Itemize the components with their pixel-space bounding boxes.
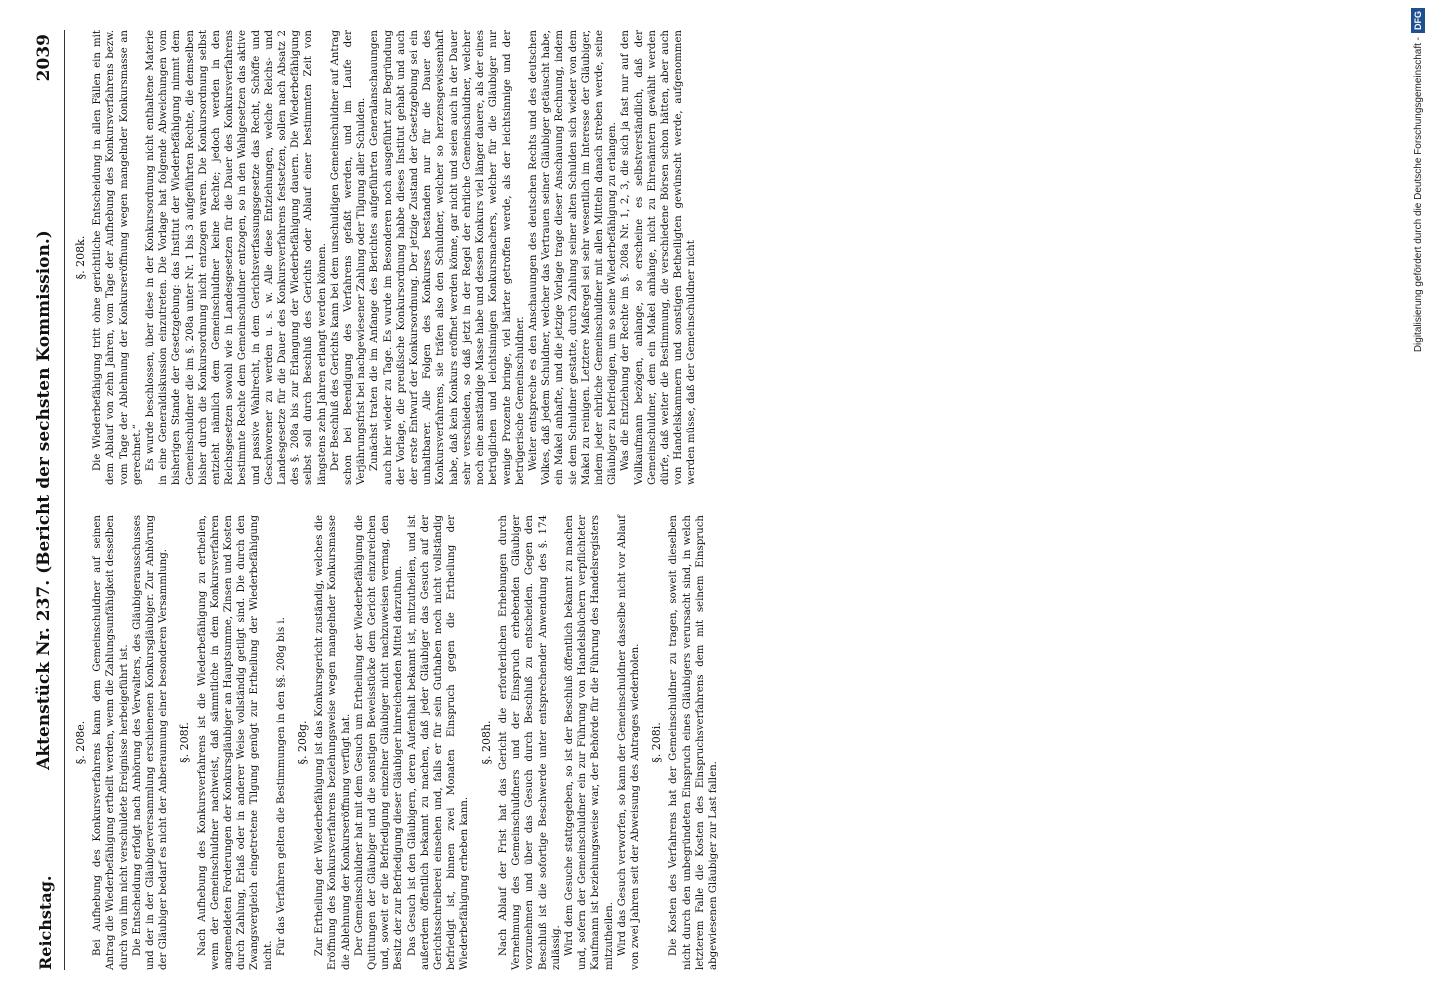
section-heading-208k: §. 208k. (74, 235, 87, 280)
paragraph: Zunächst traten die im Anfange des Berichtes aufgeführten Generalanschauungen auch hier wieder zu Tage. Es wurde im Besonderen noch ausgeführt zur Begründung der Vorlage, die preußische Konkursordnung habbe dieses Institut gehabt und auch der erste Entwurf der Konkursordnung. Der jetzige Zustand der Gesetzgebung sei ein unhaltbarer. Alle Folgen des Konkurses bestanden nur für die Dauer des Konkursverfahrens, sie träfen also den Schuldner, welcher so herzensgewissenhaft habe, daß kein Konkurs eröffnet werden könne, gar nicht und seien auch in der Dauer sehr verschieden, so daß jetzt in der Regel der ehrliche Gemeinschuldner, welcher noch eine anständige Masse habe und dessen Konkurs viel länger dauere, als der eines betrüglichen und leichtsinnigen Konkursmachers, welcher für die Gläubiger nur wenige Prozente bringe, viel härter getroffen werde, als der leichtsinnige und der betrügerische Gemeinschuldner. (369, 30, 526, 485)
paragraph: Wird dem Gesuche stattgegeben, so ist der Beschluß öffentlich bekannt zu machen und, sofern der Gemeinschuldner ein zur Führung von Handelsbüchern verpflichteter Kaufmann ist beziehungsweise war, der Behörde für die Führung des Handelsregisters mitzutheilen. (563, 515, 615, 970)
section-heading-208g: §. 208g. (296, 720, 310, 765)
paragraph: Die Wiederbefähigung tritt ohne gerichtliche Entscheidung in allen Fällen ein mit dem Ablauf von zehn Jahren, vom Tage der Aufhebung des Konkursverfahrens bezw. vom Tage der Ablehnung der Konkurseröffnung wegen mangelnder Konkursmasse an gerechnet.“ (92, 30, 143, 485)
header-title: Aktenstück Nr. 237. (Bericht der sechsten Kommission.) (34, 230, 54, 770)
column-left (74, 515, 1360, 970)
paragraph: Bei Aufhebung des Konkursverfahrens kann dem Gemeinschuldner auf seinen Antrag die Wiederbefähigung ertheilt werden, wenn die Zahlungsunfähigkeit desselben durch von ihm nicht verschuldete Ereignisse herbeigeführt ist. (92, 515, 130, 970)
section-heading-208f: §. 208f. (178, 722, 192, 763)
paragraph: Wird das Gesuch verworfen, so kann der Gemeinschuldner dasselbe nicht vor Ablauf von zwei Jahren seit der Abweisung des Antrages wiederholen. (616, 515, 641, 970)
digitization-credit (1406, 8, 1432, 992)
paragraph: Die Kosten des Verfahrens hat der Gemeinschuldner zu tragen, soweit dieselben nicht durch den unbegründeten Einspruch eines Gläubigers verursacht sind, in welch letzterem Falle die Kosten des Einspruchsverfahrens dem mit seinem Einspruch abgewiesenen Gläubiger zur Last fallen. (668, 515, 719, 970)
column-right (74, 30, 1360, 485)
paragraph: Das Gesuch ist den Gläubigern, deren Aufenthalt bekannt ist, mitzutheilen, und ist außerdem öffentlich bekannt zu machen, daß jeder Gläubiger das Gesuch auf der Gerichtsschreiberei einsehen und, falls er für sein Guthaben noch nicht vollständig befriedigt ist, binnen zwei Monaten Einspruch gegen die Ertheilung der Wiederbefähigung erheben kann. (406, 515, 471, 970)
paragraph: Weiter entspreche es den Anschauungen des deutschen Rechts und des deutschen Volkes, daß jedem Schuldner, welcher das Vertrauen seiner Gläubiger getäuscht habe, ein Makel anhafte, und die jetzige Vorlage trage dieser Anschauung Rechnung, indem sie dem Schuldner gestatte, durch Zahlung seiner alten Schulden sich wieder von dem Makel zu reinigen. Letztere Maßregel sei sehr wesentlich im Interesse der Gläubiger, indem jeder ehrliche Gemeinschuldner mit allen Mitteln danach streben werde, seine Gläubiger zu befriedigen, um so seine Wiederbefähigung zu erlangen. (527, 30, 619, 485)
page-number: 2039 (34, 34, 54, 82)
dfg-logo: DFG (1411, 8, 1425, 33)
text-columns (74, 30, 1360, 970)
paragraph: Der Beschluß des Gerichts kann bei dem unschuldigen Gemeinschuldner auf Antrag schon bei Beendigung des Verfahrens gefaßt werden, und im Laufe der Verjährungsfrist bei nachgewiesener Zahlung oder Tilgung aller Schulden. (329, 30, 368, 485)
section-heading-208h: §. 208h. (479, 720, 493, 765)
page-header (30, 30, 65, 970)
credit-text: Digitalisierung gefördert durch die Deutsche Forschungsgemeinschaft - (1413, 37, 1424, 353)
paragraph: Für das Verfahren gelten die Bestimmungen in den §§. 208g bis i. (275, 617, 287, 956)
header-left: Reichstag. (36, 875, 55, 970)
section-heading-208e: §. 208e. (74, 720, 87, 765)
paragraph: Zur Ertheilung der Wiederbefähigung ist das Konkursgericht zuständig, welches die Eröffnung des Konkursverfahrens beziehungsweise wegen mangelnder Konkursmasse die Ablehnung der Konkurseröffnung verfügt hat. (314, 515, 352, 970)
paragraph: Es wurde beschlossen, über diese in der Konkursordnung nicht enthaltene Materie in eine Generaldiskussion einzutreten. Die Vorlage hat folgende Abweichungen vom bisherigen Stande der Gesetzgebung: das Institut der Wiederbefähigung nimmt dem Gemeinschuldner die im §. 208a unter Nr. 1 bis 3 aufgeführten Rechte, die demselben bisher durch die Konkursordnung nicht entzogen waren. Die Konkursordnung selbst entzieht nämlich dem Gemeinschuldner keine Rechte; jedoch werden in den Reichsgesetzen sowohl wie in Landesgesetzen für die Dauer des Konkursverfahrens bestimmte Rechte dem Gemeinschuldner entzogen, so in den Wahlgesetzen das aktive und passive Wahlrecht, in dem Gerichtsverfassungsgesetze das Recht, Schöffe und Geschworener zu werden u. s. w. Alle diese Entziehungen, welche Reichs- und Landesgesetze für die Dauer des Konkursverfahrens festsetzen, sollen nach Absatz 2 des §. 208a bis zur Erlangung der Wiederbefähigung dauern. Die Wiederbefähigung selbst soll durch Beschluß des Gerichts oder Ablauf einer bestimmten Zeit von längstens zehn Jahren erlangt werden können. (145, 30, 328, 485)
paragraph: Was die Entziehung der Rechte im §. 208a Nr. 1, 2, 3, die sich ja fast nur auf den Vollkaufmann bezögen, anlange, so erscheine es selbstverständlich, daß der Gemeinschuldner, dem ein Makel anhänge, nicht zu Ehrenämtern gewählt werden dürfe, daß weiter die Bestimmung, die verschiedene Börsen schon hätten, aber auch von Handelskammern und sonstigen Betheiligten gewünscht werde, aufgenommen werden müsse, daß der Gemeinschuldner nicht (620, 30, 698, 485)
paragraph: Die Entscheidung erfolgt nach Anhörung des Verwalters, des Gläubigerausschusses und der in der Gläubigerversammlung erschienenen Konkursgläubiger. Zur Anhörung der Gläubiger bedarf es nicht der Anberaumung einer besonderen Versammlung. (131, 515, 170, 970)
paragraph: Nach Ablauf der Frist hat das Gericht die erforderlichen Erhebungen durch Vernehmung des Gemeinschuldners und der Einspruch erhebenden Gläubiger vorzunehmen und über das Gesuch durch Beschluß zu entscheiden. Gegen den Beschluß ist die sofortige Beschwerde unter entsprechender Anwendung des §. 174 zulässig. (497, 515, 562, 970)
paragraph: Der Gemeinschuldner hat mit dem Gesuch um Ertheilung der Wiederbefähigung die Quittungen der Gläubiger und die sonstigen Beweisstücke dem Gericht einzureichen und, soweit er die Befriedigung einzelner Gläubiger nicht nachzuweisen vermag, den Besitz der zur Befriedigung dieser Gläubiger hinreichenden Mittel darzuthun. (353, 515, 405, 970)
paragraph: Nach Aufhebung des Konkursverfahrens ist die Wiederbefähigung zu ertheilen, wenn der Gemeinschuldner nachweist, daß sämmtliche in dem Konkursverfahren angemeldeten Forderungen der Konkursgläubiger an Hauptsumme, Zinsen und Kosten durch Zahlung, Erlaß oder in anderer Weise vollständig getilgt sind. Die durch den Zwangsvergleich eingetretene Tilgung genügt zur Ertheilung der Wiederbefähigung nicht. (196, 515, 274, 970)
page-content (30, 30, 1360, 970)
section-heading-208i: §. 208i. (650, 722, 664, 763)
